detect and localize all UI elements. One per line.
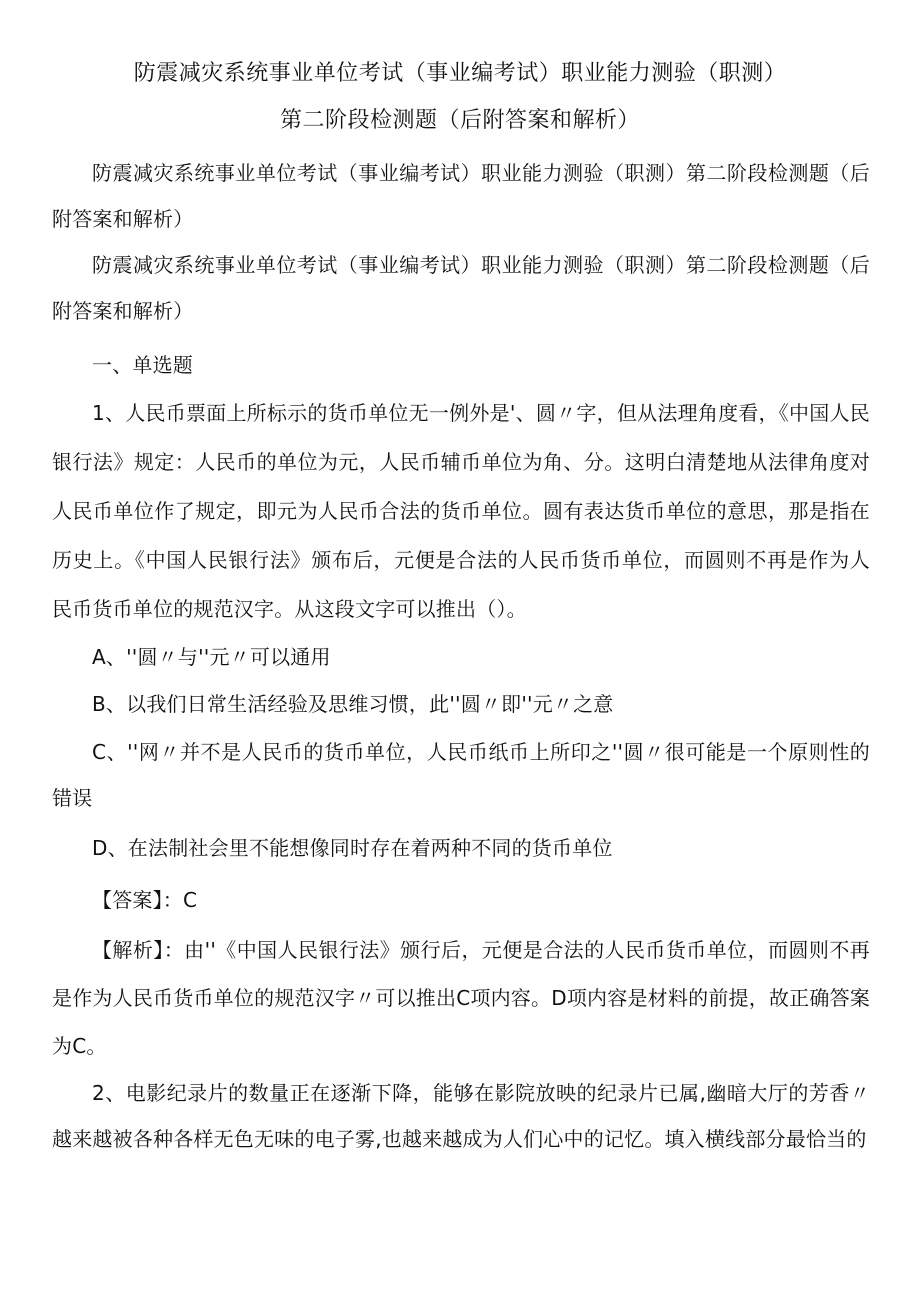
question-2-stem: 2、电影纪录片的数量正在逐渐下降，能够在影院放映的纪录片已属,幽暗大厅的芳香〃越来越被各种各样无色无味的电子雾,也越来越成为人们心中的记忆。填入横线部分最恰当的 bbox=[52, 1081, 870, 1151]
question-1-option-d: D、在法制社会里不能想像同时存在着两种不同的货币单位 bbox=[92, 836, 613, 860]
subtitle-paragraph-2: 防震减灾系统事业单位考试（事业编考试）职业能力测验（职测）第二阶段检测题（后附答案和解析） bbox=[52, 253, 870, 323]
document-title-line-2: 第二阶段检测题（后附答案和解析） bbox=[279, 108, 640, 133]
question-1-answer: 【答案】：C bbox=[92, 888, 198, 912]
question-1-option-a: A、''圆〃与''元〃可以通用 bbox=[92, 645, 331, 669]
document-title-line-1: 防震减灾系统事业单位考试（事业编考试）职业能力测验（职测） bbox=[133, 61, 787, 86]
subtitle-paragraph-1: 防震减灾系统事业单位考试（事业编考试）职业能力测验（职测）第二阶段检测题（后附答案和解析） bbox=[52, 161, 870, 231]
question-1-option-b: B、以我们日常生活经验及思维习惯，此''圆〃即''元〃之意 bbox=[92, 692, 614, 716]
question-1-analysis: 【解析】：由''《中国人民银行法》颁行后，元便是合法的人民币货币单位，而圆则不再是作为人民币货币单位的规范汉字〃可以推出C项内容。D项内容是材料的前提，故正确答案为C。 bbox=[52, 938, 870, 1058]
question-1-option-c: C、''网〃并不是人民币的货币单位，人民币纸币上所印之''圆〃很可能是一个原则性的错误 bbox=[52, 740, 870, 810]
question-1-stem: 1、人民币票面上所标示的货币单位无一例外是'、圆〃字，但从法理角度看，《中国人民银行法》规定：人民币的单位为元，人民币辅币单位为角、分。这明白清楚地从法律角度对人民币单位作了规定，即元为人民币合法的货币单位。圆有表达货币单位的意思，那是指在历史上。《中国人民银行法》颁布后，元便是合法的人民币货币单位，而圆则不再是作为人民币货币单位的规范汉字。从这段文字可以推出（）。 bbox=[52, 401, 870, 621]
section-heading: 一、单选题 bbox=[92, 353, 193, 377]
